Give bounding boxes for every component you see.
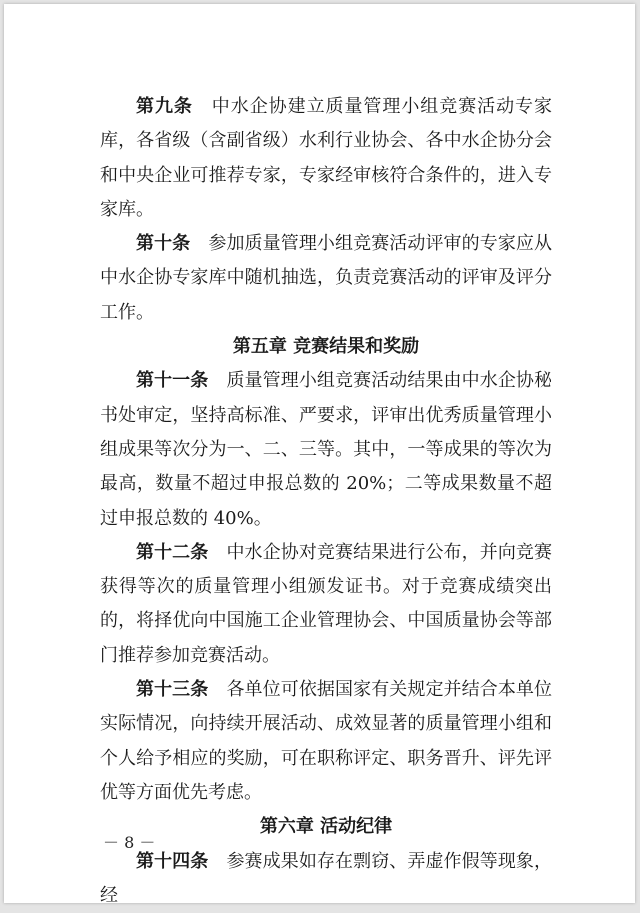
article-11 bbox=[100, 364, 552, 535]
chapter-heading: 第五章 竞赛结果和奖励 bbox=[232, 336, 420, 358]
article-13 bbox=[100, 673, 552, 810]
page-number: － 8 － bbox=[103, 833, 156, 852]
page-body bbox=[100, 90, 552, 913]
document-page bbox=[4, 4, 635, 906]
article-12 bbox=[100, 536, 552, 673]
article-body: 中水企协对竞赛结果进行公布，并向竞赛获得等次的质量管理小组颁发证书。对于竞赛成绩突出的，将择优向中国施工企业管理协会、中国质量协会等部门推荐参加竞赛活动。 bbox=[100, 541, 553, 666]
article-heading: 第十二条 bbox=[136, 541, 209, 563]
article-body: 中水企协建立质量管理小组竞赛活动专家库，各省级（含副省级）水利行业协会、各中水企协分会和中央企业可推荐专家，专家经审核符合条件的，进入专家库。 bbox=[100, 96, 553, 220]
article-heading: 第十三条 bbox=[136, 679, 209, 701]
article-14 bbox=[100, 845, 552, 913]
article-body: 质量管理小组竞赛活动结果由中水企协秘书处审定，坚持高标准、严要求，评审出优秀质量管理小组成果等次分为一、二、三等。其中，一等成果的等次为最高，数量不超过申报总数的 20%；二等成果数量不超过申报总数的 40%。 bbox=[100, 370, 553, 529]
article-heading: 第十四条 bbox=[136, 850, 209, 872]
article-heading: 第十一条 bbox=[136, 370, 209, 392]
article-body: 参加质量管理小组竞赛活动评审的专家应从中水企协专家库中随机抽选，负责竞赛活动的评审及评分工作。 bbox=[100, 233, 553, 323]
chapter-heading: 第六章 活动纪律 bbox=[259, 816, 393, 838]
article-heading: 第十条 bbox=[136, 233, 191, 255]
article-9 bbox=[100, 90, 552, 227]
article-10 bbox=[100, 227, 552, 330]
article-body: 参赛成果如存在剽窃、弄虚作假等现象，经 bbox=[100, 850, 553, 906]
article-body: 各单位可依据国家有关规定并结合本单位实际情况，向持续开展活动、成效显著的质量管理小组和个人给予相应的奖励，可在职称评定、职务晋升、评先评优等方面优先考虑。 bbox=[100, 679, 553, 803]
article-heading: 第九条 bbox=[136, 96, 193, 117]
